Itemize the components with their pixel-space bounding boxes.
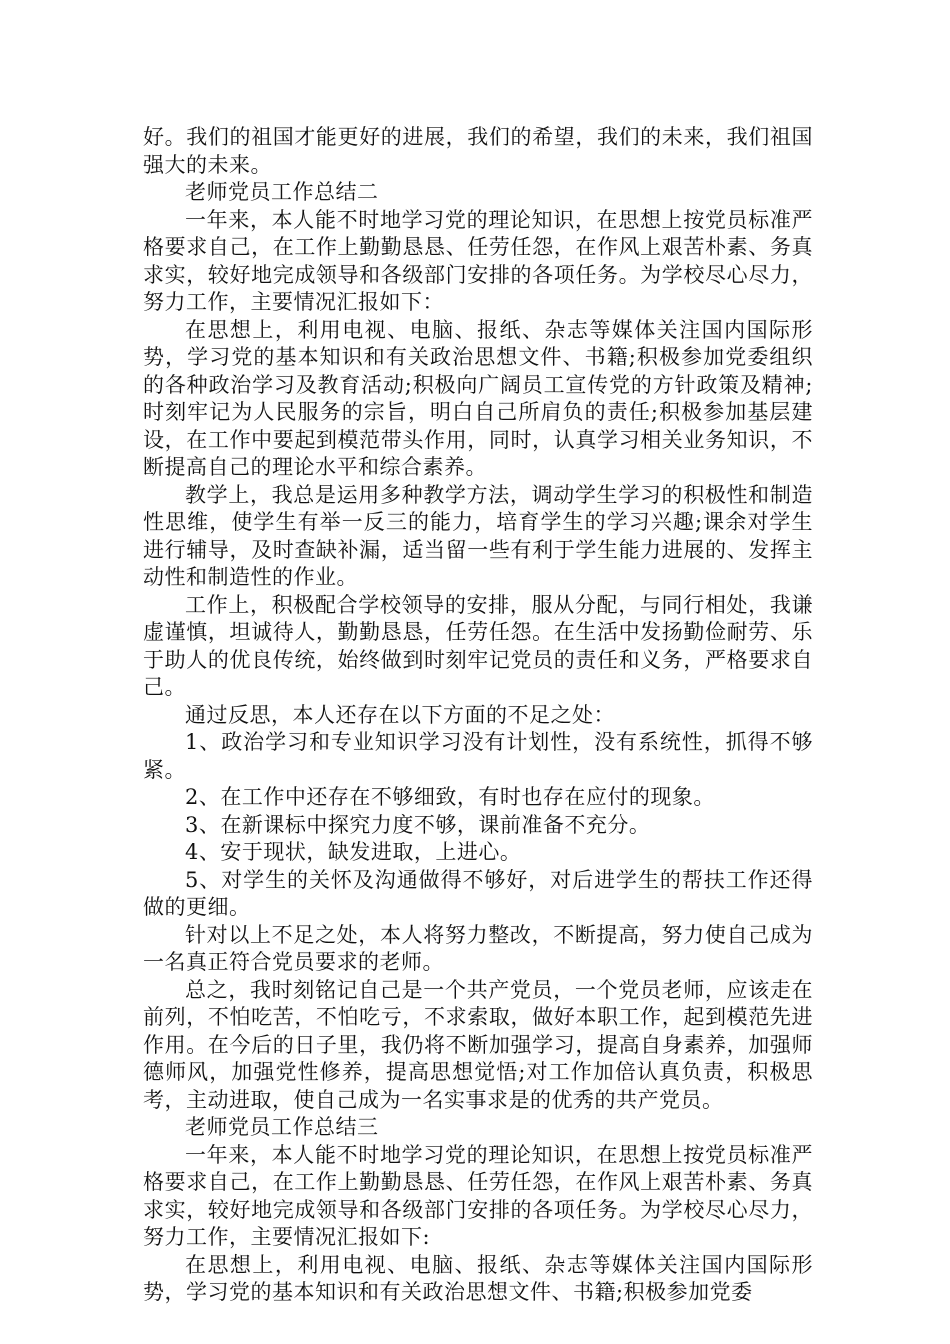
- paragraph: 在思想上，利用电视、电脑、报纸、杂志等媒体关注国内国际形势，学习党的基本知识和有关政治思想文件、书籍;积极参加党委: [143, 1252, 813, 1304]
- document-body: [143, 124, 813, 1307]
- section-heading: 老师党员工作总结三: [185, 1115, 379, 1139]
- paragraph: 教学上，我总是运用多种教学方法，调动学生学习的积极性和制造性思维，使学生有举一反三的能力，培育学生的学习兴趣;课余对学生进行辅导，及时查缺补漏，适当留一些有利于学生能力进展的、发挥主动性和制造性的作业。: [143, 482, 813, 589]
- paragraph: 在思想上，利用电视、电脑、报纸、杂志等媒体关注国内国际形势，学习党的基本知识和有关政治思想文件、书籍;积极参加党委组织的各种政治学习及教育活动;积极向广阔员工宣传党的方针政策及精神;时刻牢记为人民服务的宗旨，明白自己所肩负的责任;积极参加基层建设，在工作中要起到模范带头作用，同时，认真学习相关业务知识，不断提高自己的理论水平和综合素养。: [143, 317, 813, 479]
- list-item: 3、在新课标中探究力度不够，课前准备不充分。: [185, 812, 651, 837]
- paragraph: 一年来，本人能不时地学习党的理论知识，在思想上按党员标准严格要求自己，在工作上勤勤恳恳、任劳任怨，在作风上艰苦朴素、务真求实，较好地完成领导和各级部门安排的各项任务。为学校尽心尽力，努力工作，主要情况汇报如下:: [143, 1142, 813, 1249]
- paragraph: 针对以上不足之处，本人将努力整改，不断提高，努力使自己成为一名真正符合党员要求的老师。: [143, 922, 813, 974]
- list-item: 4、安于现状，缺发进取，上进心。: [185, 840, 522, 864]
- paragraph: 总之，我时刻铭记自己是一个共产党员，一个党员老师，应该走在前列，不怕吃苦，不怕吃亏，不求索取，做好本职工作，起到模范先进作用。在今后的日子里，我仍将不断加强学习，提高自身素养，加强师德师风，加强党性修养，提高思想觉悟;对工作加倍认真负责，积极思考，主动进取，使自己成为一名实事求是的优秀的共产党员。: [143, 977, 813, 1112]
- paragraph: 工作上，积极配合学校领导的安排，服从分配，与同行相处，我谦虚谨慎，坦诚待人，勤勤恳恳，任劳任怨。在生活中发扬勤俭耐劳、乐于助人的优良传统，始终做到时刻牢记党员的责任和义务，严格要求自己。: [143, 592, 813, 699]
- paragraph-continued: 好。我们的祖国才能更好的进展，我们的希望，我们的未来，我们祖国强大的未来。: [143, 125, 813, 177]
- list-item: 2、在工作中还存在不够细致，有时也存在应付的现象。: [185, 785, 715, 809]
- list-item: 1、政治学习和专业知识学习没有计划性，没有系统性，抓得不够紧。: [143, 730, 813, 782]
- paragraph: 一年来，本人能不时地学习党的理论知识，在思想上按党员标准严格要求自己，在工作上勤勤恳恳、任劳任怨，在作风上艰苦朴素、务真求实，较好地完成领导和各级部门安排的各项任务。为学校尽心尽力，努力工作，主要情况汇报如下：: [143, 207, 813, 314]
- paragraph: 通过反思，本人还存在以下方面的不足之处：: [185, 702, 615, 727]
- list-item: 5、对学生的关怀及沟通做得不够好，对后进学生的帮扶工作还得做的更细。: [143, 867, 813, 919]
- section-heading: 老师党员工作总结二: [185, 180, 379, 204]
